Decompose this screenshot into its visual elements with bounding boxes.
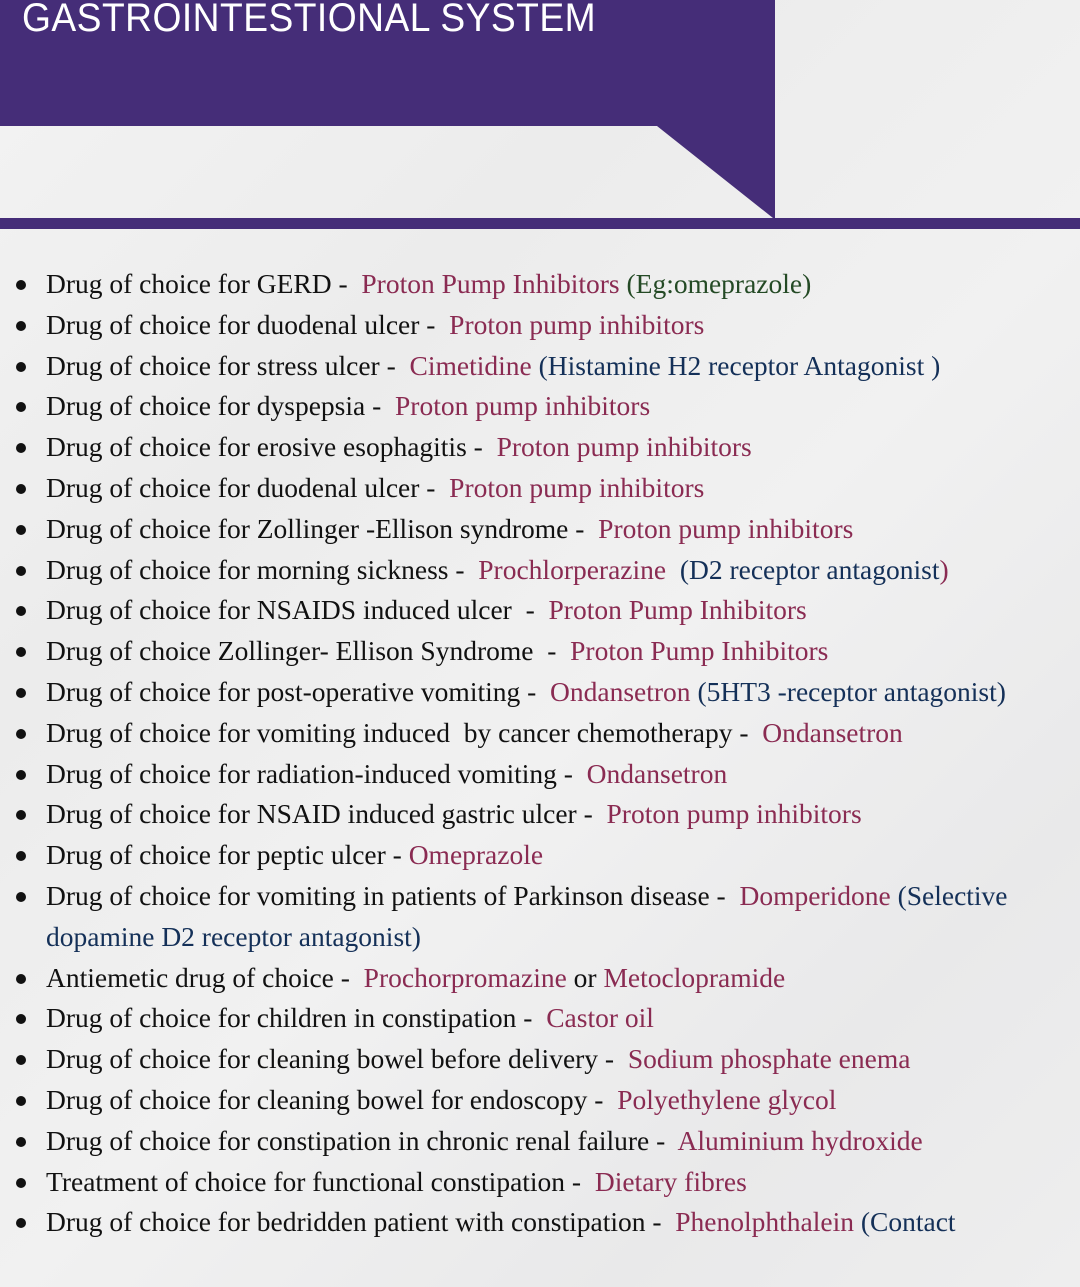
list-item: [0, 958, 1080, 999]
item-prompt: Drug of choice for duodenal ulcer -: [46, 308, 450, 340]
item-prompt: Drug of choice for stress ulcer -: [46, 349, 410, 381]
item-prompt: Drug of choice for radiation-induced vomiting -: [46, 757, 587, 789]
list-item: [0, 631, 1080, 672]
list-item: [0, 386, 1080, 427]
list-item: [0, 264, 1080, 305]
item-connector: [854, 1206, 861, 1237]
bullet-icon: [16, 525, 26, 535]
item-prompt: Drug of choice for constipation in chronic renal failure -: [46, 1124, 678, 1156]
list-item: [0, 876, 1080, 958]
item-prompt: Drug of choice for morning sickness -: [46, 553, 479, 585]
item-prompt: Drug of choice for children in constipation -: [46, 1002, 547, 1034]
item-prompt: Drug of choice for Zollinger -Ellison syndrome -: [46, 512, 599, 544]
list-item: [0, 550, 1080, 591]
item-answer: Proton pump inhibitors: [395, 390, 651, 422]
list-item: [0, 590, 1080, 631]
item-answer: Prochorpromazine: [363, 961, 567, 993]
item-answer: Sodium phosphate enema: [627, 1043, 911, 1075]
item-prompt: Drug of choice Zollinger- Ellison Syndrome -: [46, 635, 571, 667]
bullet-icon: [16, 892, 26, 902]
item-note: (Histamine H2 receptor Antagonist ): [538, 349, 941, 381]
item-prompt: Drug of choice for vomiting in patients of Parkinson disease -: [46, 879, 740, 911]
list-item: [0, 1162, 1080, 1203]
item-answer: Aluminium hydroxide: [677, 1124, 923, 1156]
bullet-icon: [16, 688, 26, 698]
item-answer: Omeprazole: [408, 839, 544, 871]
item-answer: Castor oil: [546, 1002, 654, 1034]
item-answer: Polyethylene glycol: [617, 1083, 837, 1115]
bullet-icon: [16, 321, 26, 331]
list-item: [0, 998, 1080, 1039]
item-prompt: Drug of choice for cleaning bowel for endoscopy -: [46, 1083, 618, 1115]
list-item: [0, 672, 1080, 713]
item-answer: Ondansetron: [586, 757, 728, 789]
bullet-icon: [16, 606, 26, 616]
item-answer: Proton pump inhibitors: [496, 431, 752, 463]
list-item: [0, 835, 1080, 876]
list-item: [0, 713, 1080, 754]
bullet-icon: [16, 1014, 26, 1024]
list-item: [0, 794, 1080, 835]
bullet-icon: [16, 647, 26, 657]
item-prompt: Drug of choice for dyspepsia -: [46, 390, 395, 422]
list-item: [0, 1080, 1080, 1121]
item-answer-alt: Metoclopramide: [603, 961, 786, 993]
bullet-icon: [16, 443, 26, 453]
item-prompt: Drug of choice for bedridden patient with constipation -: [46, 1206, 676, 1238]
item-note-tail: ): [939, 553, 949, 585]
bullet-icon: [16, 851, 26, 861]
item-connector: [532, 350, 539, 381]
bullet-icon: [16, 1055, 26, 1065]
bullet-icon: [16, 770, 26, 780]
item-answer: Proton Pump Inhibitors: [361, 268, 620, 299]
item-answer: Proton pump inhibitors: [449, 471, 705, 503]
item-connector: [891, 880, 898, 911]
bullet-icon: [16, 362, 26, 372]
list-item: [0, 1039, 1080, 1080]
item-connector: or: [566, 961, 604, 993]
list-item: [0, 1202, 1080, 1243]
item-prompt: Drug of choice for peptic ulcer -: [46, 839, 409, 871]
bullet-icon: [16, 484, 26, 494]
item-prompt: Drug of choice for erosive esophagitis -: [46, 431, 497, 463]
bullet-icon: [16, 1137, 26, 1147]
page-title: GASTROINTESTIONAL SYSTEM: [22, 0, 597, 40]
bullet-icon: [16, 402, 26, 412]
item-prompt: Drug of choice for vomiting induced by cancer chemotherapy -: [46, 716, 763, 748]
bullet-icon: [16, 810, 26, 820]
item-prompt: Drug of choice for cleaning bowel before delivery -: [46, 1043, 628, 1075]
item-prompt: Drug of choice for duodenal ulcer -: [46, 471, 450, 503]
item-answer: Cimetidine: [409, 349, 532, 381]
item-answer: Proton pump inhibitors: [606, 798, 862, 830]
bullet-icon: [16, 974, 26, 984]
item-answer: Ondansetron: [762, 716, 903, 748]
list-item: [0, 468, 1080, 509]
bullet-icon: [16, 566, 26, 576]
item-note: (5HT3 -receptor antagonist): [697, 675, 1006, 707]
bullet-icon: [16, 1178, 26, 1188]
item-note: (Eg:omeprazole): [626, 268, 812, 299]
item-answer: Prochlorperazine: [478, 553, 667, 585]
item-answer: Dietary fibres: [594, 1165, 747, 1197]
item-answer: Domperidone: [739, 879, 891, 911]
bullet-icon: [16, 280, 26, 290]
list-item: [0, 427, 1080, 468]
bullet-icon: [16, 1218, 26, 1228]
list-item: [0, 1121, 1080, 1162]
item-prompt: Antiemetic drug of choice -: [46, 961, 364, 993]
bullet-icon: [16, 729, 26, 739]
item-prompt: Drug of choice for NSAID induced gastric ulcer -: [46, 798, 607, 830]
item-prompt: Drug of choice for post-operative vomiting -: [46, 675, 551, 707]
item-note: (Selective dopamine D2 receptor antagonist): [46, 879, 1008, 952]
list-item: [0, 754, 1080, 795]
item-answer: Proton Pump Inhibitors: [548, 594, 807, 626]
list-item: [0, 509, 1080, 550]
item-answer: Proton pump inhibitors: [598, 512, 854, 544]
item-prompt: Treatment of choice for functional constipation -: [46, 1165, 595, 1197]
list-item: [0, 305, 1080, 346]
item-prompt: Drug of choice for GERD -: [46, 268, 362, 299]
item-answer: Proton pump inhibitors: [449, 308, 705, 340]
item-answer: Phenolphthalein: [675, 1206, 854, 1238]
list-item: [0, 346, 1080, 387]
item-prompt: Drug of choice for NSAIDS induced ulcer -: [46, 594, 549, 626]
item-answer: Proton Pump Inhibitors: [570, 635, 829, 667]
item-answer: Ondansetron: [550, 675, 691, 707]
item-note: (Contact: [860, 1206, 956, 1238]
drug-of-choice-list: [0, 264, 1080, 1243]
item-connector: [666, 554, 680, 585]
bullet-icon: [16, 1096, 26, 1106]
header-divider-bar: [0, 218, 1080, 229]
item-note: (D2 receptor antagonist: [679, 553, 940, 585]
